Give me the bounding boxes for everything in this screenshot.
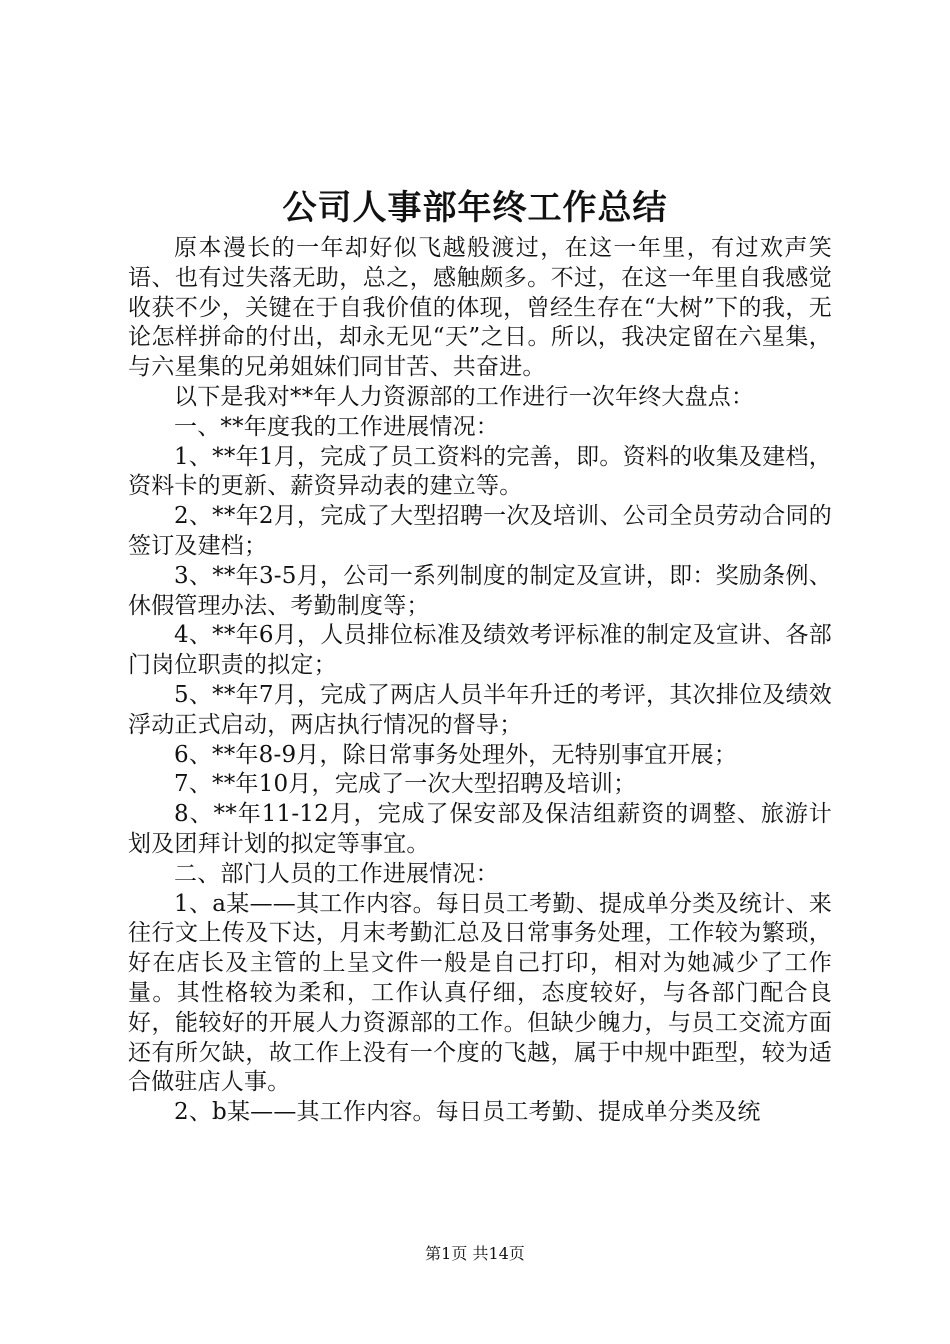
- paragraph-overview: 以下是我对**年人力资源部的工作进行一次年终大盘点：: [174, 383, 755, 410]
- list-item: 8、**年11-12月，完成了保安部及保洁组薪资的调整、旅游计划及团拜计划的拟定等事宜。: [128, 801, 832, 857]
- list-item: 1、**年1月，完成了员工资料的完善，即。资料的收集及建档，资料卡的更新、薪资异动表的建立等。: [128, 443, 832, 500]
- section-heading-2: 二、部门人员的工作进展情况：: [174, 860, 499, 887]
- list-item: 5、**年7月，完成了两店人员半年升迁的考评，其次排位及绩效浮动正式启动，两店执行情况的督导；: [128, 681, 832, 738]
- document-body: [128, 234, 832, 1128]
- paragraph-intro: 原本漫长的一年却好似飞越般渡过，在这一年里，有过欢声笑语、也有过失落无助，总之，感触颇多。不过，在这一年里自我感觉收获不少，关键在于自我价值的体现，曾经生存在“大树”下的我，无论怎样拼命的付出，却永无见“天”之日。所以，我决定留在六星集，与六星集的兄弟姐妹们同甘苦、共奋进。: [128, 235, 832, 381]
- section-heading-1: 一、**年度我的工作进展情况：: [174, 413, 499, 440]
- list-item: 6、**年8-9月，除日常事务处理外，无特别事宜开展；: [174, 741, 738, 768]
- document-title: 公司人事部年终工作总结: [282, 188, 668, 228]
- list-item: 7、**年10月，完成了一次大型招聘及培训；: [174, 771, 637, 798]
- list-item: 3、**年3-5月，公司一系列制度的制定及宣讲，即：奖励条例、休假管理办法、考勤制度等；: [128, 562, 832, 619]
- list-item: 1、a某——其工作内容。每日员工考勤、提成单分类及统计、来往行文上传及下达，月末考勤汇总及日常事务处理，工作较为繁琐，好在店长及主管的上呈文件一般是自己打印，相对为她减少了工作量。其性格较为柔和，工作认真仔细，态度较好，与各部门配合良好，能较好的开展人力资源部的工作。但缺少魄力，与员工交流方面还有所欠缺，故工作上没有一个度的飞越，属于中规中距型，较为适合做驻店人事。: [128, 890, 832, 1096]
- page-number-footer: 第1页 共14页: [425, 1244, 525, 1263]
- list-item: 2、b某——其工作内容。每日员工考勤、提成单分类及统: [174, 1099, 761, 1126]
- list-item: 4、**年6月，人员排位标准及绩效考评标准的制定及宣讲、各部门岗位职责的拟定；: [128, 622, 832, 679]
- list-item: 2、**年2月，完成了大型招聘一次及培训、公司全员劳动合同的签订及建档；: [128, 503, 832, 559]
